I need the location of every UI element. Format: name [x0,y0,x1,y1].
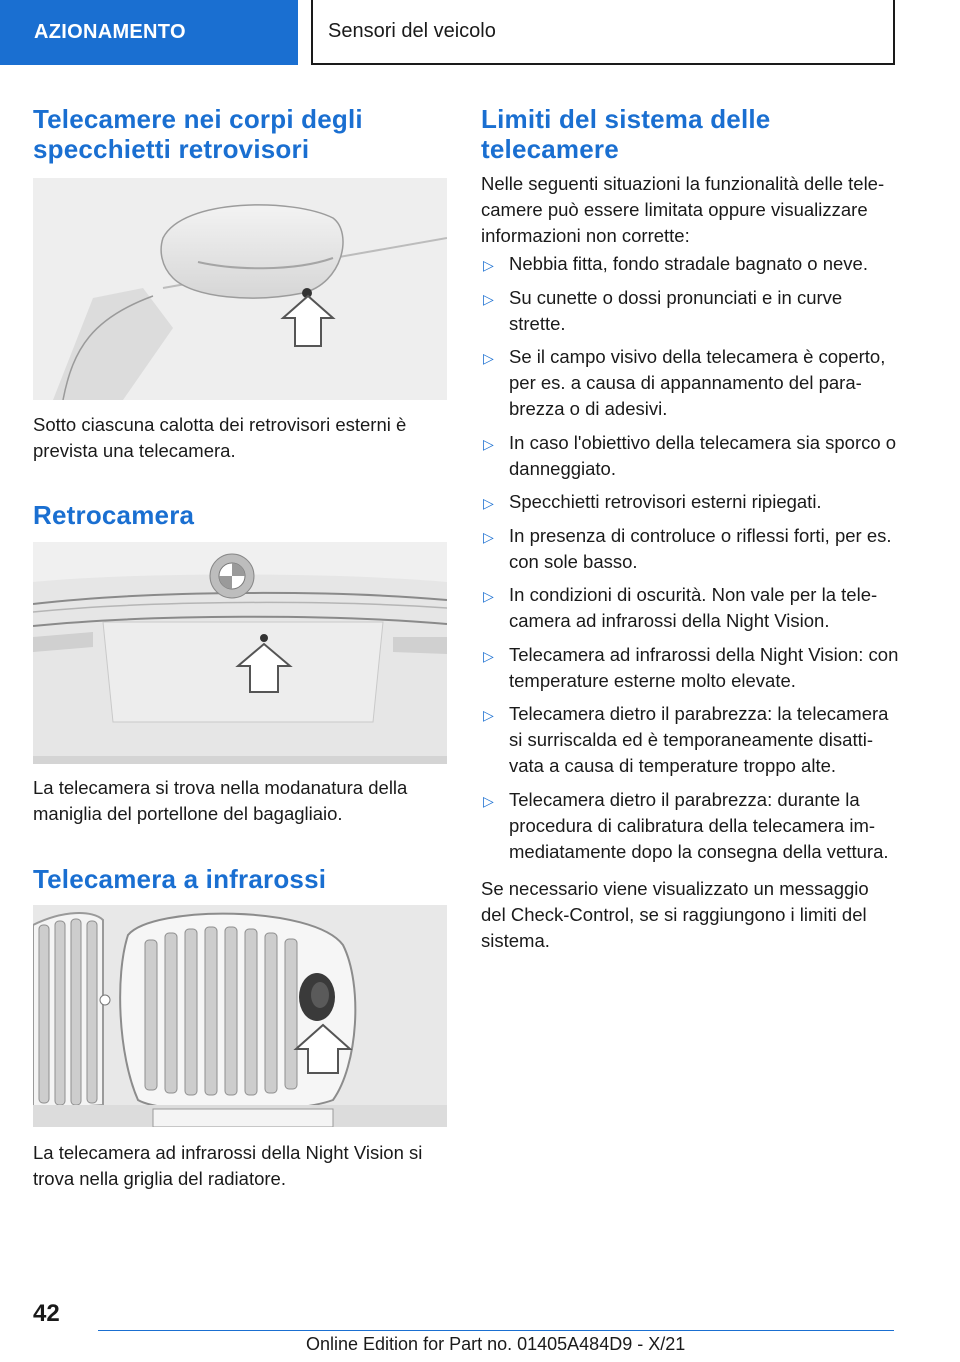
paragraph-mirror: Sotto ciascuna calotta dei retrovisori esterni è prevista una telecamera. [33,414,407,461]
section-title: Sensori del veicolo [328,20,496,42]
section-header [311,0,895,65]
triangle-right-icon: ▷ [483,528,494,545]
page-number: 42 [33,1300,60,1327]
heading-rear-camera: Retrocamera [33,500,195,530]
triangle-right-icon: ▷ [483,435,494,452]
paragraph-infrared: La telecamera ad infrarossi della Night Vision si trova nella griglia del radiatore. [33,1142,423,1189]
list-item: ▷ In presenza di controluce o riflessi forti, per es. con sole basso. [483,524,892,572]
list-item: ▷ In condizioni di oscurità. Non vale per la telecamera ad infrarossi della Night Vision. [483,584,878,631]
limits-list [481,251,901,872]
heading-camera-limits: Limiti del sistema delle telecamere [481,104,771,164]
triangle-right-icon: ▷ [483,707,494,723]
list-item: ▷ Telecamera dietro il parabrezza: la telecamera si surriscalda ed è temporaneamente disattivata a causa di temperature troppo alte. [483,703,889,776]
triangle-right-icon: ▷ [483,257,494,273]
list-item: ▷ Telecamera ad infrarossi della Night Vision: con temperature esterne molto elevate. [483,643,899,691]
list-item: ▷ Nebbia fitta, fondo stradale bagnato o neve. [481,251,901,277]
list-item: ▷ In caso l'obiettivo della telecamera sia sporco o danneggiato. [483,431,897,479]
paragraph-rear: La telecamera si trova nella modanatura della maniglia del portellone del bagagliaio. [33,777,408,824]
infrared-camera-illustration [33,905,447,1127]
list-item: ▷ Se il campo visivo della telecamera è coperto, per es. a causa di appannamento del parabrezza o di adesivi. [483,346,886,419]
footer-divider [98,1330,894,1331]
list-item: ▷ Su cunette o dossi pronunciati e in curve strette. [483,286,843,334]
list-item: ▷ Specchietti retrovisori esterni ripiegati. [481,489,901,515]
triangle-right-icon: ▷ [483,647,494,664]
triangle-right-icon: ▷ [483,495,494,511]
heading-infrared-camera: Telecamera a infrarossi [33,864,327,894]
triangle-right-icon: ▷ [483,350,494,366]
triangle-right-icon: ▷ [483,290,494,307]
chapter-label: AZIONAMENTO [34,21,186,43]
rear-camera-illustration [33,542,447,764]
triangle-right-icon: ▷ [483,588,494,604]
list-item: ▷ Telecamera dietro il parabrezza: durante la procedura di calibratura della telecamera immediatamente dopo la consegna della vettura. [483,788,889,862]
edition-footer: Online Edition for Part no. 01405A484D9 - X/21 [306,1334,686,1354]
paragraph-limits-intro: Nelle seguenti situazioni la funzionalità delle telecamere può essere limitata oppure visualizzare informazioni non corrette: [481,173,885,246]
mirror-camera-illustration [33,178,447,400]
triangle-right-icon: ▷ [483,792,494,809]
heading-mirror-cameras: Telecamere nei corpi degli specchietti retrovisori [33,104,363,164]
paragraph-limits-outro: Se necessario viene visualizzato un messaggio del Check-Control, se si raggiungono i limiti del sistema. [481,878,869,951]
chapter-tab [0,0,298,65]
